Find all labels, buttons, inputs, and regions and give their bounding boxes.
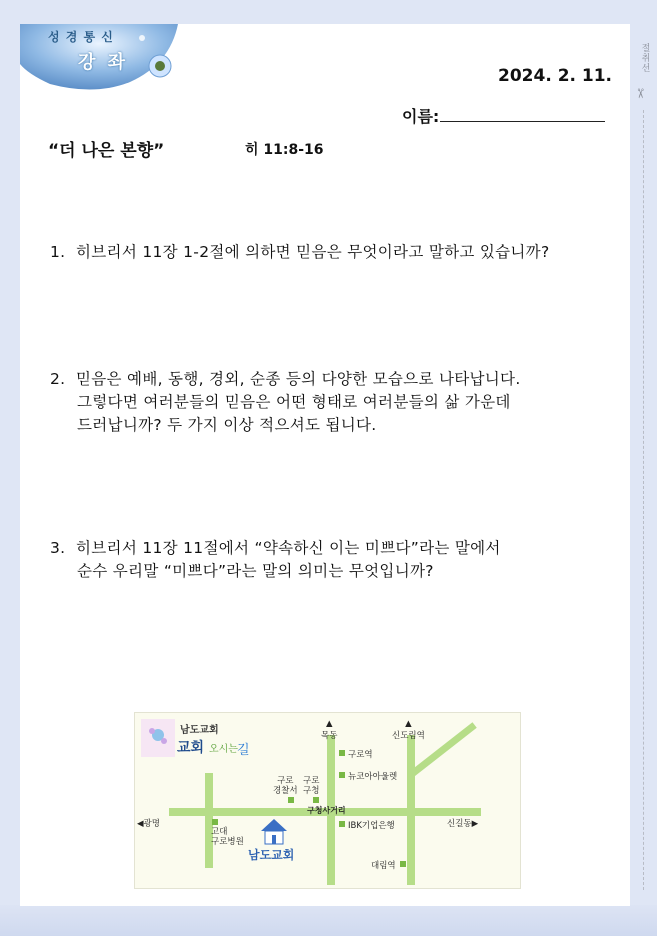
map-label-police: 구로 경찰서 <box>273 776 298 796</box>
map-label-hospital: 고대 구로병원 <box>211 827 244 847</box>
worksheet-date: 2024. 2. 11. <box>498 66 613 86</box>
map-label-sindorim: ▲ 신도림역 <box>392 719 425 741</box>
map-marker <box>400 861 406 867</box>
map-label-ibk: IBK기업은행 <box>348 821 395 831</box>
map-label-crossroad: 구청사거리 <box>307 806 346 815</box>
question-text: 히브리서 11장 1-2절에 의하면 믿음은 무엇이라고 말하고 있습니까? <box>76 243 550 261</box>
map-marker <box>212 819 218 825</box>
logo-line2: 강 좌 <box>78 52 129 73</box>
name-field[interactable] <box>440 121 605 122</box>
map-marker <box>288 797 294 803</box>
map-marker <box>313 797 319 803</box>
name-label: 이름: <box>402 107 440 126</box>
map-church-name: 남도교회 <box>180 725 219 736</box>
map-title-church: 교회 <box>177 740 205 756</box>
cut-line <box>643 110 644 890</box>
question-number: 3. <box>50 539 66 557</box>
logo-line1: 성 경 통 신 <box>48 30 114 44</box>
map-marker <box>339 821 345 827</box>
question-2 <box>50 368 521 437</box>
page-background-bottom <box>0 905 657 936</box>
map-label-newcore: 뉴코아아울렛 <box>348 772 398 782</box>
question-text: 그렇다면 여러분들의 믿음은 어떤 형태로 여러분들의 삶 가운데 <box>77 393 511 411</box>
road-east <box>407 735 415 885</box>
question-number: 1. <box>50 243 66 261</box>
question-3 <box>50 537 501 583</box>
map-label-singil: 신길동▶ <box>447 819 479 829</box>
question-text: 드러납니까? 두 가지 이상 적으셔도 됩니다. <box>77 416 377 434</box>
map-label-gwangmyeong: ◀광명 <box>137 819 160 829</box>
map-label-guro-office: 구로 구청 <box>303 776 320 796</box>
map-church-label: 남도교회 <box>248 848 295 862</box>
map-marker <box>339 750 345 756</box>
question-text: 믿음은 예배, 동행, 경외, 순종 등의 다양한 모습으로 나타납니다. <box>76 370 521 388</box>
church-directions-map <box>134 712 521 889</box>
map-label-daerim: 대림역 <box>371 861 396 871</box>
cut-line-label: 절취선 <box>641 44 651 74</box>
scripture-reference: 히 11:8-16 <box>245 142 324 158</box>
question-1 <box>50 241 549 264</box>
bible-course-logo <box>20 24 180 94</box>
map-title-come: 오시는 <box>208 744 238 755</box>
question-text: 히브리서 11장 11절에서 “약속하신 이는 미쁘다”라는 말에서 <box>76 539 501 557</box>
question-text: 순수 우리말 “미쁘다”라는 말의 의미는 무엇입니까? <box>77 562 434 580</box>
question-number: 2. <box>50 370 66 388</box>
map-title <box>177 737 238 757</box>
map-title-way: 길 <box>237 743 250 758</box>
scissors-icon: ✂ <box>631 88 647 99</box>
flower-icon <box>141 719 175 757</box>
map-label-guro-station: 구로역 <box>348 750 373 760</box>
sermon-title: “더 나은 본향” <box>48 141 165 161</box>
church-icon <box>259 817 289 847</box>
map-marker <box>339 772 345 778</box>
map-label-mokdong: ▲ 목동 <box>321 719 338 741</box>
